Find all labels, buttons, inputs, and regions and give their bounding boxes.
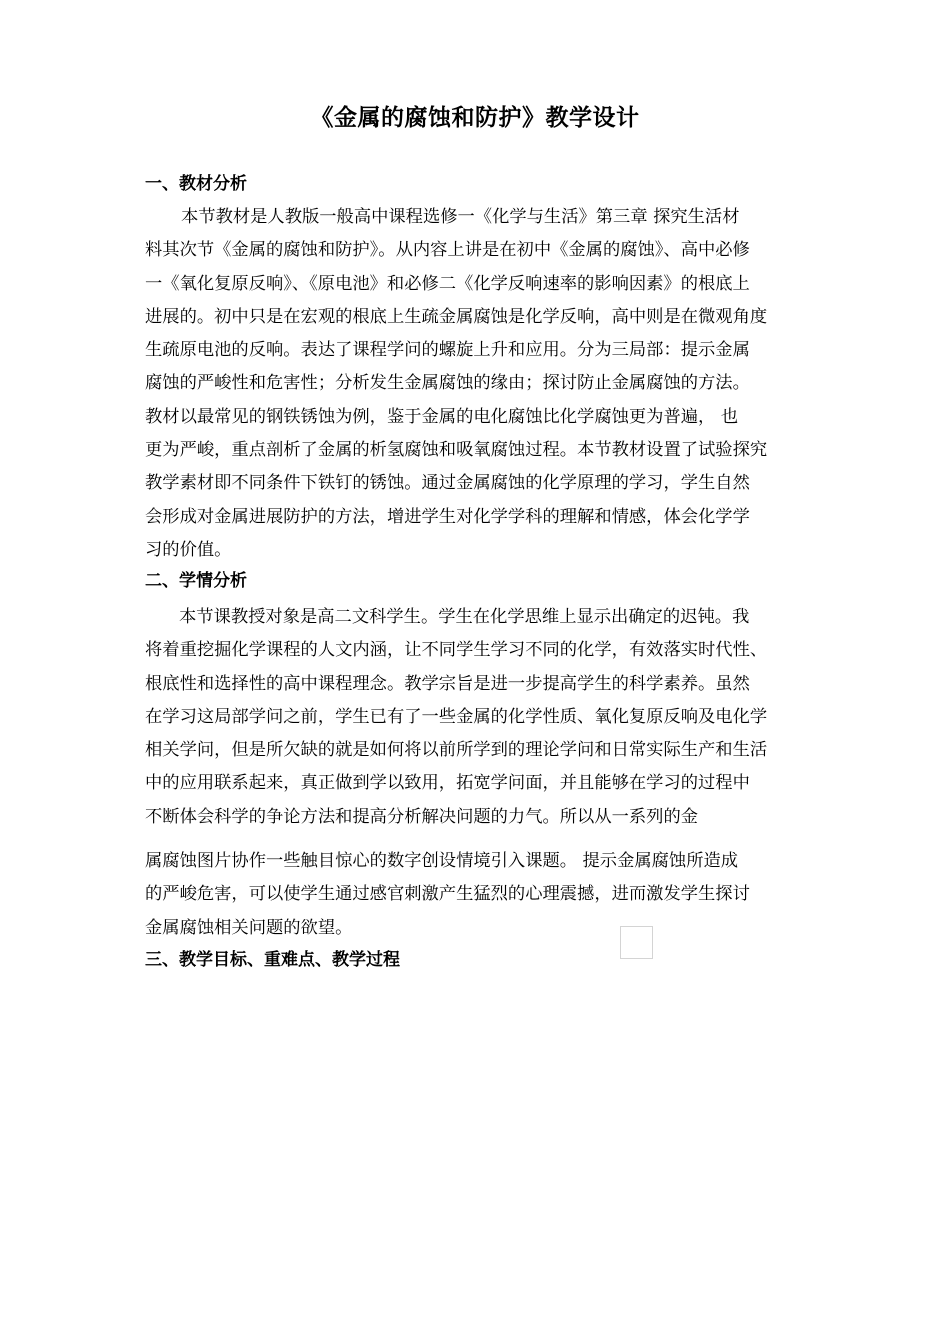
paragraph-line: 进展的。初中只是在宏观的根底上生疏金属腐蚀是化学反响，高中则是在微观角度 (145, 306, 768, 327)
paragraph-line: 相关学问，但是所欠缺的就是如何将以前所学到的理论学问和日常实际生产和生活 (145, 740, 768, 761)
section-body-textbook-analysis (145, 201, 817, 567)
document-title: 《金属的腐蚀和防护》教学设计 (310, 105, 640, 131)
paragraph-line: 属腐蚀图片协作一些触目惊心的数字创设情境引入课题。 提示金属腐蚀所造成 (145, 851, 739, 871)
paragraph-line: 的严峻危害，可以使学生通过感官刺激产生猛烈的心理震撼，进而激发学生探讨 (145, 884, 750, 905)
section-heading-textbook-analysis: 一、教材分析 (145, 174, 247, 194)
paragraph-line: 本节教材是人教版一般高中课程选修一《化学与生活》第三章 探究生活材 (181, 207, 740, 227)
paragraph-line: 中的应用联系起来，真正做到学以致用，拓宽学问面，并且能够在学习的过程中 (145, 773, 750, 794)
paragraph-line: 料其次节《金属的腐蚀和防护》。从内容上讲是在初中《金属的腐蚀》、高中必修 (145, 240, 750, 261)
section-body-learner-analysis (145, 601, 817, 834)
paragraph-line: 会形成对金属进展防护的方法，增进学生对化学学科的理解和情感，体会化学学 (145, 506, 750, 527)
paragraph-line: 根底性和选择性的高中课程理念。教学宗旨是进一步提高学生的科学素养。虽然 (145, 673, 750, 694)
paragraph-line: 习的价值。 (145, 539, 232, 560)
section-body-learner-analysis-continued (145, 845, 817, 945)
paragraph-line: 不断体会科学的争论方法和提高分析解决问题的力气。所以从一系列的金 (145, 806, 699, 827)
paragraph-line: 更为严峻，重点剖析了金属的析氢腐蚀和吸氧腐蚀过程。本节教材设置了试验探究 (145, 440, 768, 461)
paragraph-line: 教材以最常见的钢铁锈蚀为例，鉴于金属的电化腐蚀比化学腐蚀更为普遍， 也 (145, 406, 739, 427)
paragraph-line: 本节课教授对象是高二文科学生。学生在化学思维上显示出确定的迟钝。我 (179, 607, 750, 627)
paragraph-line: 腐蚀的严峻性和危害性；分析发生金属腐蚀的缘由；探讨防止金属腐蚀的方法。 (145, 373, 750, 394)
section-heading-learner-analysis: 二、学情分析 (145, 571, 247, 591)
paragraph-line: 生疏原电池的反响。表达了课程学问的螺旋上升和应用。分为三局部：提示金属 (145, 340, 750, 361)
paragraph-line: 一《氧化复原反响》、《原电池》和必修二《化学反响速率的影响因素》的根底上 (145, 273, 750, 294)
paragraph-line: 将着重挖掘化学课程的人文内涵，让不同学生学习不同的化学，有效落实时代性、 (145, 640, 768, 661)
section-heading-teaching-goals: 三、教学目标、重难点、教学过程 (145, 950, 400, 970)
paragraph-line: 金属腐蚀相关问题的欲望。 (145, 917, 353, 938)
paragraph-line: 在学习这局部学问之前，学生已有了一些金属的化学性质、氧化复原反响及电化学 (145, 706, 768, 727)
paragraph-line: 教学素材即不同条件下铁钉的锈蚀。通过金属腐蚀的化学原理的学习，学生自然 (145, 473, 750, 494)
